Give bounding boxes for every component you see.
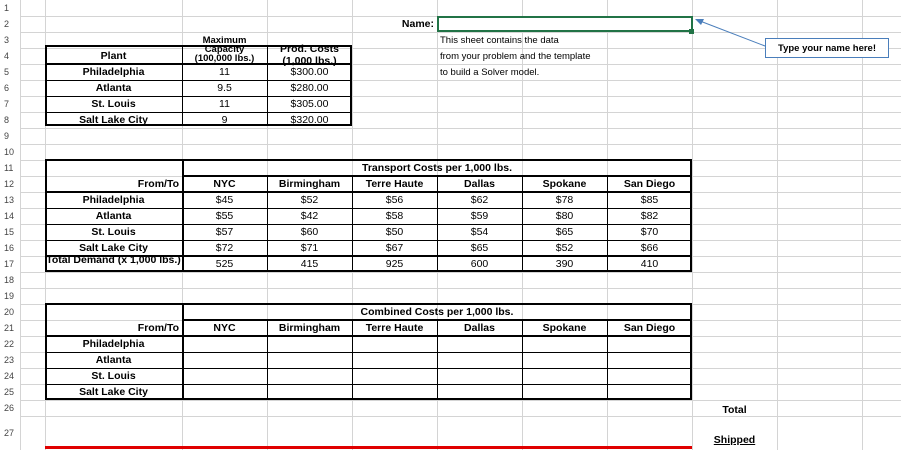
total-demand-label: Total Demand (x 1,000 lbs.) bbox=[46, 254, 181, 266]
row-header[interactable]: 13 bbox=[4, 195, 15, 205]
row-header[interactable]: 11 bbox=[4, 163, 14, 173]
row-header[interactable]: 20 bbox=[4, 307, 15, 317]
plant-capacity[interactable]: 9.5 bbox=[217, 82, 232, 94]
red-border-line bbox=[45, 446, 692, 449]
combined-cost-cell[interactable] bbox=[352, 352, 437, 368]
total-shipped-label: Total bbox=[722, 404, 747, 416]
transport-cost-cell[interactable]: $65 bbox=[470, 242, 489, 254]
row-header[interactable]: 21 bbox=[4, 323, 15, 333]
transport-cost-cell[interactable]: $62 bbox=[470, 194, 489, 206]
combined-cost-cell[interactable] bbox=[437, 352, 522, 368]
row-header[interactable]: 25 bbox=[4, 387, 15, 397]
capacity-header bbox=[182, 35, 267, 64]
transport-cost-cell[interactable]: $55 bbox=[215, 210, 234, 222]
transport-cost-cell[interactable]: $45 bbox=[215, 194, 234, 206]
plant-name[interactable]: Atlanta bbox=[95, 210, 132, 222]
demand-cell[interactable]: 525 bbox=[215, 258, 234, 270]
plant-name[interactable]: Salt Lake City bbox=[79, 386, 148, 398]
name-label: Name: bbox=[401, 18, 434, 30]
plant-name[interactable]: Atlanta bbox=[95, 354, 132, 366]
plant-header: Plant bbox=[100, 50, 127, 62]
note-text: from your problem and the template bbox=[440, 50, 591, 62]
plant-name[interactable]: Philadelphia bbox=[82, 194, 145, 206]
transport-cost-cell[interactable]: $54 bbox=[470, 226, 489, 238]
destination-header: Terre Haute bbox=[365, 322, 424, 334]
destination-header: Spokane bbox=[542, 322, 587, 334]
row-header[interactable]: 7 bbox=[4, 99, 10, 109]
row-header[interactable]: 22 bbox=[4, 339, 15, 349]
demand-cell[interactable]: 390 bbox=[555, 258, 574, 270]
transport-cost-cell[interactable]: $71 bbox=[300, 242, 319, 254]
transport-cost-cell[interactable]: $52 bbox=[555, 242, 574, 254]
combined-cost-cell[interactable] bbox=[522, 352, 607, 368]
prod-costs-header bbox=[267, 42, 352, 67]
plant-capacity[interactable]: 11 bbox=[219, 98, 230, 110]
transport-cost-cell[interactable]: $72 bbox=[215, 242, 234, 254]
destination-header: Dallas bbox=[464, 178, 495, 190]
transport-cost-cell[interactable]: $65 bbox=[555, 226, 574, 238]
demand-cell[interactable]: 600 bbox=[470, 258, 489, 270]
combined-cost-cell[interactable] bbox=[267, 368, 352, 384]
from-to-label: From/To bbox=[137, 322, 179, 334]
plant-name[interactable]: Salt Lake City bbox=[79, 242, 148, 254]
destination-header: Birmingham bbox=[278, 178, 341, 190]
capacity-header-line: Maximum bbox=[202, 35, 247, 46]
combined-table-title: Combined Costs per 1,000 lbs. bbox=[360, 306, 514, 318]
combined-cost-cell[interactable] bbox=[607, 368, 692, 384]
destination-header: Dallas bbox=[464, 322, 495, 334]
combined-cost-cell[interactable] bbox=[522, 384, 607, 400]
destination-header: Spokane bbox=[542, 178, 587, 190]
plant-prod-cost[interactable]: $300.00 bbox=[290, 66, 329, 78]
transport-cost-cell[interactable]: $78 bbox=[555, 194, 574, 206]
destination-header: NYC bbox=[213, 322, 236, 334]
plant-prod-cost[interactable]: $320.00 bbox=[290, 114, 329, 126]
combined-cost-cell[interactable] bbox=[607, 384, 692, 400]
row-header[interactable]: 5 bbox=[4, 67, 10, 77]
row-header[interactable]: 1 bbox=[4, 3, 10, 13]
transport-cost-cell[interactable]: $70 bbox=[640, 226, 659, 238]
destination-header: Terre Haute bbox=[365, 178, 424, 190]
plant-prod-cost[interactable]: $280.00 bbox=[290, 82, 329, 94]
transport-cost-cell[interactable]: $58 bbox=[385, 210, 404, 222]
row-header[interactable]: 3 bbox=[4, 35, 10, 45]
combined-cost-cell[interactable] bbox=[437, 336, 522, 352]
combined-cost-cell[interactable] bbox=[437, 384, 522, 400]
transport-cost-cell[interactable]: $52 bbox=[300, 194, 319, 206]
combined-cost-cell[interactable] bbox=[522, 336, 607, 352]
row-header[interactable]: 27 bbox=[4, 428, 15, 438]
row-header[interactable]: 6 bbox=[4, 83, 10, 93]
row-header[interactable]: 14 bbox=[4, 211, 15, 221]
row-header[interactable]: 26 bbox=[4, 403, 15, 413]
transport-cost-cell[interactable]: $57 bbox=[215, 226, 234, 238]
row-header[interactable]: 17 bbox=[4, 259, 15, 269]
combined-cost-cell[interactable] bbox=[607, 352, 692, 368]
plant-name[interactable]: Philadelphia bbox=[82, 338, 145, 350]
row-header[interactable]: 24 bbox=[4, 371, 15, 381]
transport-cost-cell[interactable]: $59 bbox=[470, 210, 489, 222]
plant-name[interactable]: St. Louis bbox=[91, 370, 136, 382]
callout-box[interactable]: Type your name here! bbox=[765, 38, 889, 58]
row-header[interactable]: 16 bbox=[4, 243, 15, 253]
combined-cost-cell[interactable] bbox=[182, 336, 267, 352]
row-header[interactable]: 12 bbox=[4, 179, 15, 189]
transport-cost-cell[interactable]: $66 bbox=[640, 242, 659, 254]
plant-name[interactable]: St. Louis bbox=[91, 226, 136, 238]
demand-cell[interactable]: 415 bbox=[300, 258, 319, 270]
transport-cost-cell[interactable]: $85 bbox=[640, 194, 659, 206]
row-header[interactable]: 10 bbox=[4, 147, 15, 157]
plant-name[interactable]: Atlanta bbox=[95, 82, 132, 94]
row-header[interactable]: 2 bbox=[4, 19, 10, 29]
total-shipped-label-2: Shipped bbox=[713, 434, 756, 446]
plant-capacity[interactable]: 11 bbox=[219, 66, 230, 78]
row-header[interactable]: 8 bbox=[4, 115, 10, 125]
plant-name[interactable]: Philadelphia bbox=[82, 66, 145, 78]
transport-cost-cell[interactable]: $50 bbox=[385, 226, 404, 238]
transport-cost-cell[interactable]: $80 bbox=[555, 210, 574, 222]
capacity-header-line: (100,000 lbs.) bbox=[194, 53, 255, 64]
transport-cost-cell[interactable]: $42 bbox=[300, 210, 319, 222]
row-header[interactable]: 18 bbox=[4, 275, 15, 285]
row-header[interactable]: 4 bbox=[4, 51, 10, 61]
row-header[interactable]: 23 bbox=[4, 355, 15, 365]
destination-header: San Diego bbox=[623, 322, 676, 334]
transport-cost-cell[interactable]: $67 bbox=[385, 242, 404, 254]
transport-table-title: Transport Costs per 1,000 lbs. bbox=[362, 162, 512, 174]
combined-cost-cell[interactable] bbox=[267, 336, 352, 352]
capacity-header-line: Capacity bbox=[204, 44, 245, 55]
combined-cost-cell[interactable] bbox=[267, 352, 352, 368]
plant-prod-cost[interactable]: $305.00 bbox=[290, 98, 329, 110]
combined-cost-cell[interactable] bbox=[437, 368, 522, 384]
note-text: to build a Solver model. bbox=[440, 66, 540, 78]
demand-cell[interactable]: 410 bbox=[640, 258, 659, 270]
row-header[interactable]: 19 bbox=[4, 291, 15, 301]
name-input-cell[interactable] bbox=[437, 16, 693, 32]
from-to-label: From/To bbox=[137, 178, 179, 190]
destination-header: San Diego bbox=[623, 178, 676, 190]
row-header[interactable]: 15 bbox=[4, 227, 15, 237]
prod-costs-header-line: (1,000 lbs.) bbox=[282, 54, 337, 67]
combined-cost-cell[interactable] bbox=[352, 368, 437, 384]
combined-cost-cell[interactable] bbox=[182, 384, 267, 400]
combined-cost-cell[interactable] bbox=[522, 368, 607, 384]
prod-costs-header-line: Prod. Costs bbox=[280, 42, 339, 55]
transport-cost-cell[interactable]: $56 bbox=[385, 194, 404, 206]
destination-header: NYC bbox=[213, 178, 236, 190]
transport-cost-cell[interactable]: $82 bbox=[640, 210, 659, 222]
combined-cost-cell[interactable] bbox=[607, 336, 692, 352]
row-header[interactable]: 9 bbox=[4, 131, 10, 141]
plant-name[interactable]: Salt Lake City bbox=[79, 114, 148, 126]
combined-cost-cell[interactable] bbox=[267, 384, 352, 400]
demand-cell[interactable]: 925 bbox=[385, 258, 404, 270]
destination-header: Birmingham bbox=[278, 322, 341, 334]
combined-cost-cell[interactable] bbox=[352, 336, 437, 352]
combined-cost-cell[interactable] bbox=[352, 384, 437, 400]
plant-name[interactable]: St. Louis bbox=[91, 98, 136, 110]
combined-cost-cell[interactable] bbox=[182, 368, 267, 384]
combined-cost-cell[interactable] bbox=[182, 352, 267, 368]
transport-cost-cell[interactable]: $60 bbox=[300, 226, 319, 238]
plant-capacity[interactable]: 9 bbox=[221, 114, 228, 126]
note-text: This sheet contains the data bbox=[440, 34, 559, 46]
